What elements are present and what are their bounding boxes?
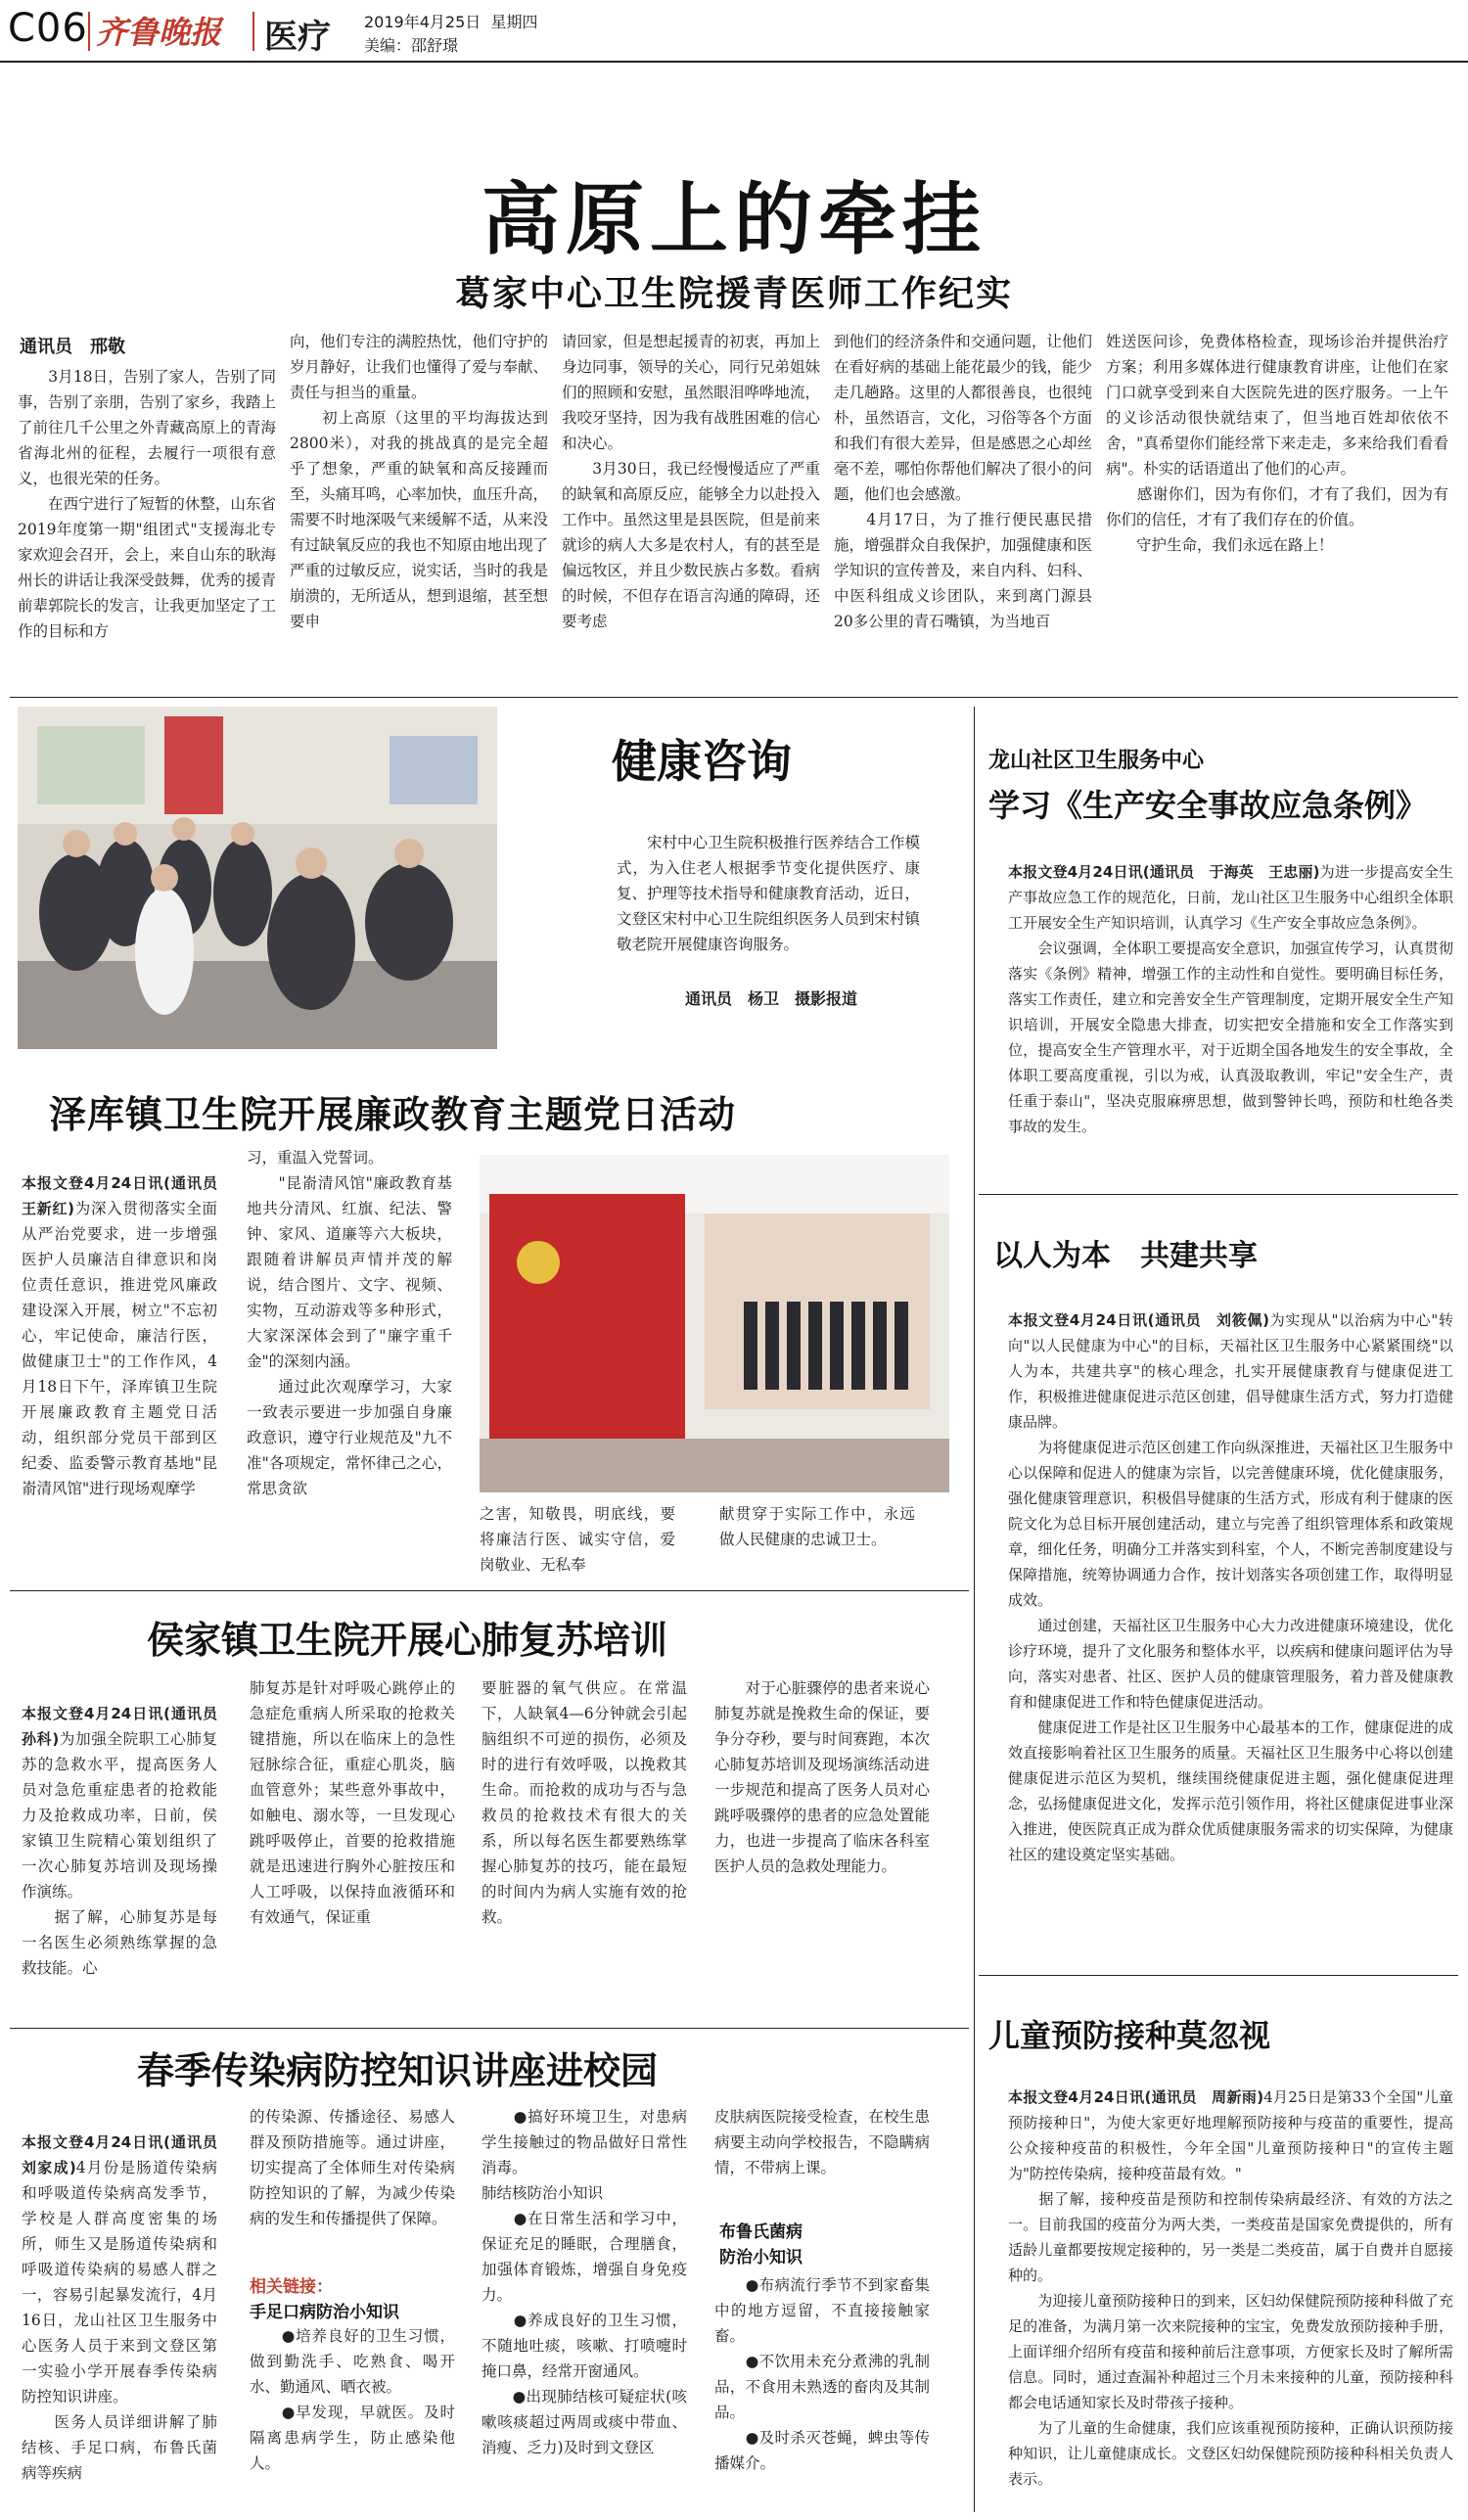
houjia-col-4: 对于心脏骤停的患者来说心肺复苏就是挽救生命的保证，要争分夺秒，要与时间赛跑，本次心肺复苏培训及现场演练活动进一步规范和提高了医务人员对心跳呼吸骤停的患者的应急处置能力，也进一步提高了临床各科室医护人员的急救处理能力。: [714, 1679, 930, 1875]
houjia-col-2: 肺复苏是针对呼吸心跳停止的急症危重病人所采取的抢救关键措施，所以在临床上的急性冠脉综合征，重症心肌炎，脑血管意外；某些意外事故中，如触电、溺水等，一旦发现心跳呼吸停止，首要的抢救措施就是迅速进行胸外心脏按压和人工呼吸，以保持血液循环和有效通气，保证重: [250, 1679, 455, 1926]
paper-logo: 齐鲁晚报: [96, 14, 222, 51]
chunji-col-3: ●搞好环境卫生，对患病学生接触过的物品做好日常性消毒。 肺结核防治小知识 ●在日常生活和学习中，保证充足的睡眠，合理膳食，加强体育锻炼，增强自身免疫力。 ●养成良好的卫生习惯，不随地吐痰，咳嗽、打喷嚏时掩口鼻，经常开窗通风。 ●出现肺结核可疑症状(咳嗽咳痰超过两周或痰中带血、消瘦、乏力)及时到文登区: [482, 2108, 687, 2456]
houjia-title: 侯家镇卫生院开展心肺复苏培训: [147, 1619, 668, 1662]
zeku-bottom-rule: [10, 1590, 969, 1591]
masthead-rule: [0, 61, 1468, 63]
date-text: 2019年4月25日: [364, 13, 482, 31]
zeku-byline: 本报文登4月24日讯(通讯员 王新红): [22, 1174, 233, 1217]
chunji-byline: 本报文登4月24日讯(通讯员 刘家成): [22, 2133, 233, 2176]
hfmd-title: 手足口病防治小知识: [250, 2303, 399, 2322]
houjia-col-3: 要脏器的氧气供应。在常温下，人缺氧4—6分钟就会引起脑组织不可逆的损伤，必须及时的进行有效呼吸，以挽救其生命。而抢救的成功与否与急救员的抢救技术有很大的关系，所以每名医生都要熟练掌握心肺复苏的技巧，能在最短的时间内为病人实施有效的抢救。: [482, 1679, 687, 1926]
houjia-byline: 本报文登4月24日讯(通讯员 孙科): [22, 1705, 233, 1748]
yiren-text: 为实现从"以治病为中心"转向"以人民健康为中心"的目标，天福社区卫生服务中心紧紧围绕"以人为本，共建共享"的核心理念，扎实开展健康教育与健康促进工作，积极推进健康促进示范区创建，倡导健康生活方式，努力打造健康品牌。 为将健康促进示范区创建工作向纵深推进，天福社区卫生服务中心以保障和促进人的健康为宗旨，以完善健康环境，优化健康服务，强化健康管理意识，积极倡导健康的生活方式，形成有利于健康的医院文化为总目标开展创建活动，建立与完善了组织管理体系和政策规章，细化任务，明确分工并落实到科室，个人，不断完善制度建设与保障措施，统筹协调通力合作，按计划落实各项创建工作，取得明显成效。 通过创建，天福社区卫生服务中心大力改进健康环境建设，优化诊疗环境，提升了文化服务和整体水平，以疾病和健康问题评估为导向，落实对患者、社区、医护人员的健康管理服务，着力普及健康教育和健康促进工作和特色健康促进活动。 健康促进工作是社区卫生服务中心最基本的工作，健康促进的成效直接影响着社区卫生服务的质量。天福社区卫生服务中心将以创建健康促进示范区为契机，继续围绕健康促进主题，强化健康促进理念，弘扬健康促进文化，发挥示范引领作用，将社区健康促进事业深入推进，使医院真正成为群众优质健康服务需求的切实保障，为健康社区的建设奠定坚实基础。: [1008, 1311, 1453, 1863]
section-name: 医疗: [264, 18, 331, 57]
zeku-title: 泽库镇卫生院开展廉政教育主题党日活动: [49, 1093, 737, 1136]
chunji-col-2: 的传染源、传播途径、易感人群及预防措施等。通过讲座，切实提高了全体师生对传染病防控知识的了解，为减少传染病的发生和传播提供了保障。: [250, 2108, 455, 2227]
editor-credit: 美编：邵舒璟: [364, 36, 459, 55]
zeku-col-2: 习，重温入党誓词。 "昆嵛清风馆"廉政教育基地共分清风、红旗、纪法、警钟、家风、道廉等六大板块，跟随着讲解员声情并茂的解说，结合图片、文字、视频、实物，互动游戏等多种形式，大家深深体会到了"廉字重千金"的深刻内涵。 通过此次观摩学习，大家一致表示要进一步加强自身廉政意识，遵守行业规范及"九不准"各项规定，常怀律己之心，常思贪欲: [247, 1149, 452, 1497]
lead-col-3: 请回家，但是想起援青的初衷，再加上身边同事，领导的关心，同行兄弟姐妹们的照顾和安慰，虽然眼泪哗哗地流，我咬牙坚持，因为我有战胜困难的信心和决心。 3月30日，我已经慢慢适应了严重的缺氧和高原反应，能够全力以赴投入工作中。虽然这里是县医院，但是前来就诊的病人大多是农村人，有的甚至是偏远牧区，并且少数民族占多数。看病的时候，不但存在语言沟通的障碍，还要考虑: [562, 333, 820, 630]
ertong-body: [1008, 2059, 1453, 2511]
lead-bottom-rule: [10, 697, 1458, 698]
lead-col-2: 向，他们专注的满腔热忱，他们守护的岁月静好，让我们也懂得了爱与奉献、责任与担当的重量。 初上高原（这里的平均海拔达到2800米），对我的挑战真的是完全超乎了想象，严重的缺氧和高反接踵而至，头痛耳鸣，心率加快，血压升高，需要不时地深吸气来缓解不适，从来没有过缺氧反应的我也不知原由地出现了严重的过敏反应，说实话，当时的我是崩溃的，无所适从，想到退缩，甚至想要申: [290, 333, 548, 630]
zeku-col-3: 之害，知敬畏，明底线，要将廉洁行医、诚实守信，爱岗敬业、无私奉: [480, 1505, 675, 1574]
yiren-title: 以人为本 共建共享: [993, 1239, 1258, 1273]
right-col-rule-2: [979, 1975, 1458, 1976]
ertong-byline: 本报文登4月24日讯(通讯员 周新雨): [1008, 2088, 1264, 2106]
ertong-text: 4月25日是第33个全国"儿童预防接种日"，为使大家更好地理解预防接种与疫苗的重要性，提高公众接种疫苗的积极性，今年全国"儿童预防接种日"的宣传主题为"防控传染病，接种疫苗最有效。" 据了解，接种疫苗是预防和控制传染病最经济、有效的方法之一。目前我国的疫苗分为两大类，一类疫苗是国家免费提供的，所有适龄儿童都要按规定接种的，另一类是二类疫苗，属于自费并自愿接种的。 为迎接儿童预防接种日的到来，区妇幼保健院预防接种科做了充足的准备，为满月第一次来院接种的宝宝，免费发放预防接种手册，上面详细介绍所有疫苗和接种前后注意事项，方便家长及时了解所需信息。同时，通过查漏补种超过三个月未来接种的儿童，预防接种科都会电话通知家长及时带孩子接种。 为了儿童的生命健康，我们应该重视预防接种，正确认识预防接种知识，让儿童健康成长。文登区妇幼保健院预防接种科相关负责人表示。: [1008, 2088, 1453, 2488]
lead-subtitle: 葛家中心卫生院援青医师工作纪实: [454, 274, 1013, 314]
longshan-title: 学习《生产安全事故应急条例》: [988, 787, 1428, 824]
right-column-divider: [974, 707, 975, 2512]
chunji-col-1: [22, 2104, 233, 2515]
chunji-title: 春季传染病防控知识讲座进校园: [137, 2049, 659, 2092]
chunji-col-2b: ●培养良好的卫生习惯，做到勤洗手、吃熟食、喝开水、勤通风、晒衣被。 ●早发现，早就医。及时隔离患病学生，防止感染他人。: [250, 2327, 455, 2472]
chunji-col-4b: ●布病流行季节不到家畜集中的地方逗留，不直接接触家畜。 ●不饮用未充分煮沸的乳制品，不食用未熟透的畜肉及其制品。 ●及时杀灭苍蝇，蜱虫等传播媒介。: [714, 2276, 930, 2472]
right-col-rule-1: [979, 1194, 1458, 1195]
lead-col-5: 姓送医问诊，免费体格检查，现场诊治并提供治疗方案；利用多媒体进行健康教育讲座，让他们在家门口就享受到来自大医院先进的医疗服务。一上午的义诊活动很快就结束了，但当地百姓却依依不舍，"真希望你们能经常下来走走，多来给我们看看病"。朴实的话语道出了他们的心声。 感谢你们，因为有你们，才有了我们，因为有你们的信任，才有了我们存在的价值。 守护生命，我们永远在路上！: [1106, 333, 1448, 554]
zeku-photo-illustration: [480, 1155, 949, 1492]
related-label: 相关链接：: [250, 2277, 333, 2297]
chunji-col-4: 皮肤病医院接受检查，在校生患病要主动向学校报告，不隐瞒病情，不带病上课。: [714, 2108, 930, 2176]
longshan-byline: 本报文登4月24日讯(通讯员 于海英 王忠丽): [1008, 863, 1320, 881]
masthead-divider: [88, 12, 90, 51]
houjia-col-1-text: 为加强全院职工心肺复苏的急救水平，提高医务人员对急危重症患者的抢救能力及抢救成功率，日前，侯家镇卫生院精心策划组织了一次心肺复苏培训及现场操作演练。 据了解，心肺复苏是每一名医生必须熟练掌握的急救技能。心: [22, 1730, 217, 1977]
health-body: 宋村中心卫生院积极推行医养结合工作模式，为入住老人根据季节变化提供医疗、康复、护理等技术指导和健康教育活动，近日，文登区宋村中心卫生院组织医务人员到宋村镇敬老院开展健康咨询服务。: [617, 834, 921, 953]
health-photo-illustration: [18, 707, 497, 1049]
health-consult-photo: [18, 707, 497, 1049]
yiren-body: [1008, 1282, 1453, 1987]
chunji-col-1-text: 4月份是肠道传染病和呼吸道传染病高发季节，学校是人群高度密集的场所，师生又是肠道传染病和呼吸道传染病的易感人群之一，容易引起暴发流行，4月16日，龙山社区卫生服务中心医务人员于来到文登区第一实验小学开展春季传染病防控知识讲座。 医务人员详细讲解了肺结核、手足口病，布鲁氏菌病等疾病: [22, 2159, 217, 2482]
yiren-byline: 本报文登4月24日讯(通讯员 刘筱佩): [1008, 1311, 1270, 1329]
lead-title: 高原上的牵挂: [482, 173, 986, 265]
brucellosis-title: 布鲁氏菌病 防治小知识: [719, 2222, 803, 2268]
houjia-col-1: [22, 1675, 233, 2008]
longshan-text: 为进一步提高安全生产事故应急工作的规范化，日前，龙山社区卫生服务中心组织全体职工开展安全生产知识培训，认真学习《生产安全事故应急条例》。 会议强调，全体职工要提高安全意识，加强宣传学习，认真贯彻落实《条例》精神，增强工作的主动性和自觉性。要明确目标任务，落实工作责任，建立和完善安全生产管理制度，定期开展安全生产知识培训，开展安全隐患大排查，切实把安全措施和安全工作落实到位，提高安全生产管理水平，对于近期全国各地发生的安全事故，全体职工要高度重视，引以为戒，认真汲取教训，牢记"安全生产，责任重于泰山"，坚决克服麻痹思想，做到警钟长鸣，预防和杜绝各类事故的发生。: [1008, 863, 1453, 1135]
ertong-title: 儿童预防接种莫忽视: [988, 2017, 1271, 2054]
longshan-body: [1008, 834, 1453, 1186]
zeku-col-1-text: 为深入贯彻落实全面从严治党要求，进一步增强医护人员廉洁自律意识和岗位责任意识，推进党风廉政建设深入开展，树立"不忘初心，牢记使命，廉洁行医，做健康卫士"的工作作风，4月18日下午，泽库镇卫生院开展廉政教育主题党日活动，组织部分党员干部到区纪委、监委警示教育基地"昆嵛清风馆"进行现场观摩学: [22, 1200, 217, 1497]
houjia-bottom-rule: [10, 2028, 969, 2029]
zeku-photo: [480, 1155, 949, 1492]
health-byline: 通讯员 杨卫 摄影报道: [685, 989, 858, 1008]
health-title: 健康咨询: [612, 735, 792, 788]
page-number: C06: [8, 6, 88, 51]
lead-col-4: 到他们的经济条件和交通问题，让他们在看好病的基础上能花最少的钱，能少走几趟路。这里的人都很善良，也很纯朴，虽然语言，文化，习俗等各个方面和我们有很大差异，但是感恩之心却丝毫不差，哪怕你帮他们解决了很小的问题，他们也会感激。 4月17日，为了推行便民惠民措施，增强群众自我保护，加强健康和医学知识的宣传普及，来自内科、妇科、中医科组成义诊团队，来到离门源县20多公里的青石嘴镇，为当地百: [834, 333, 1092, 630]
zeku-col-4: 献贯穿于实际工作中，永远做人民健康的忠诚卫士。: [719, 1505, 915, 1548]
lead-byline: 通讯员 邢敬: [20, 337, 125, 357]
masthead-divider-2: [252, 12, 254, 51]
longshan-kicker: 龙山社区卫生服务中心: [988, 749, 1205, 773]
weekday-text: 星期四: [490, 13, 538, 31]
issue-date: [364, 10, 537, 32]
lead-col-1: 3月18日，告别了家人，告别了同事，告别了亲朋，告别了家乡，我踏上了前往几千公里之外青藏高原上的青海省海北州的征程，去履行一项很有意义，也很光荣的任务。 在西宁进行了短暂的休整，山东省2019年度第一期"组团式"支援海北专家欢迎会召开，会上，来自山东的耿海州长的讲话让我深受鼓舞，优秀的援青前辈郭院长的发言，让我更加坚定了工作的目标和方: [18, 368, 276, 640]
zeku-col-1: [22, 1145, 233, 1634]
